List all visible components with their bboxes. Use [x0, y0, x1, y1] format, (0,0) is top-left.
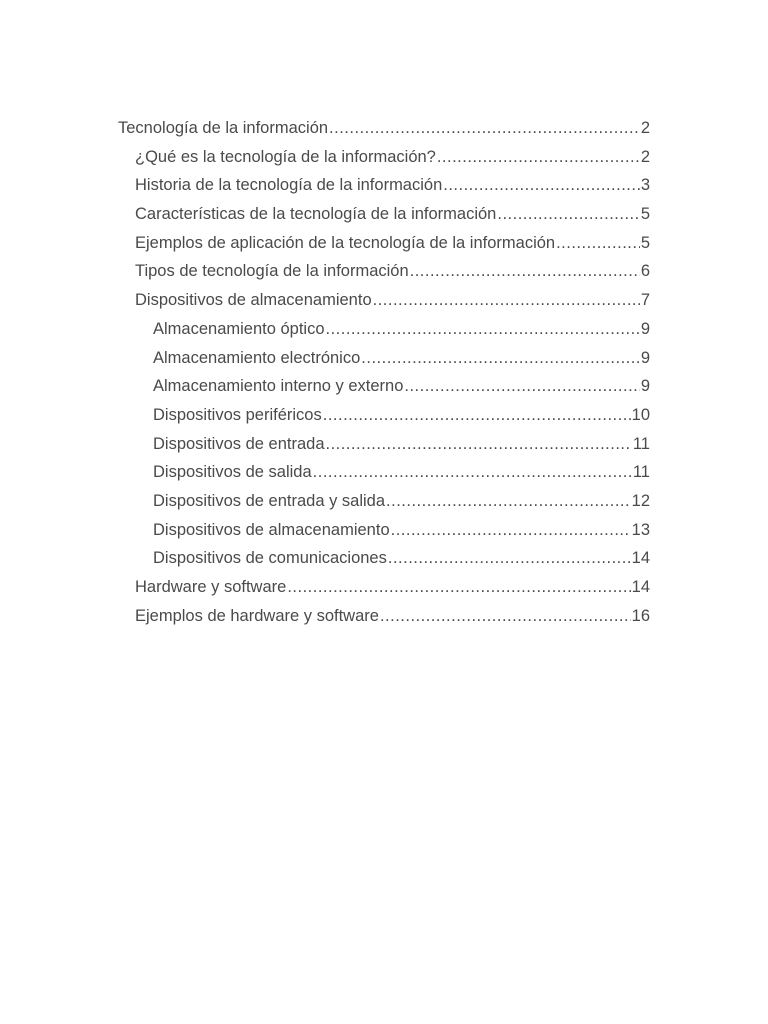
toc-entry-title: Dispositivos de salida — [153, 463, 312, 482]
toc-entry-title: Hardware y software — [135, 578, 287, 596]
toc-entry-title: Ejemplos de hardware y software — [135, 606, 379, 625]
toc-dot-leader — [443, 171, 640, 200]
toc-entry[interactable] — [118, 344, 650, 373]
toc-entry-title: Almacenamiento electrónico — [153, 348, 361, 367]
toc-page-number: 7 — [640, 291, 650, 310]
toc-dot-leader — [326, 430, 632, 459]
toc-page-number: 5 — [640, 233, 650, 252]
toc-entry[interactable] — [118, 544, 650, 573]
toc-dot-leader — [391, 516, 631, 545]
toc-entry[interactable] — [118, 143, 650, 172]
toc-entry-title: Almacenamiento óptico — [153, 319, 325, 338]
toc-dot-leader — [361, 344, 640, 373]
toc-entry[interactable] — [118, 401, 650, 430]
toc-dot-leader — [380, 602, 631, 631]
toc-dot-leader — [323, 401, 631, 430]
toc-entry[interactable] — [118, 458, 650, 487]
toc-entry[interactable] — [118, 487, 650, 516]
toc-entry[interactable] — [118, 315, 650, 344]
toc-entry[interactable] — [118, 372, 650, 401]
toc-entry[interactable] — [118, 229, 650, 258]
toc-entry[interactable] — [118, 602, 650, 631]
toc-page-number: 14 — [631, 549, 650, 568]
toc-entry-title: Dispositivos periféricos — [153, 405, 322, 424]
toc-dot-leader — [556, 229, 640, 258]
toc-entry-title: Dispositivos de entrada y salida — [153, 491, 386, 510]
toc-page-number: 14 — [631, 578, 650, 596]
toc-page-number: 13 — [631, 520, 650, 539]
toc-dot-leader — [388, 544, 631, 573]
toc-entry-title: Historia de la tecnología de la información — [135, 176, 443, 195]
toc-page-number: 9 — [640, 377, 650, 396]
toc-entry[interactable] — [118, 257, 650, 286]
toc-dot-leader — [410, 257, 640, 286]
toc-entry-title: Almacenamiento interno y externo — [153, 377, 404, 396]
toc-entry-title: ¿Qué es la tecnología de la información? — [135, 147, 436, 166]
toc-entry[interactable] — [118, 200, 650, 229]
toc-dot-leader — [386, 487, 631, 516]
toc-page-number: 3 — [640, 176, 650, 195]
toc-entry-title: Tecnología de la información — [118, 119, 329, 137]
toc-entry-title: Características de la tecnología de la información — [135, 205, 497, 224]
toc-entry-title: Dispositivos de almacenamiento — [153, 520, 390, 539]
toc-page-number: 11 — [632, 463, 650, 482]
toc-page-number: 16 — [631, 606, 650, 625]
toc-entry-title: Ejemplos de aplicación de la tecnología de la información — [135, 233, 556, 252]
toc-page-number: 2 — [640, 119, 650, 137]
toc-dot-leader — [287, 573, 630, 602]
toc-entry-title: Dispositivos de entrada — [153, 434, 325, 453]
toc-dot-leader — [329, 114, 640, 143]
table-of-contents — [118, 114, 650, 630]
toc-entry-title: Dispositivos de comunicaciones — [153, 549, 387, 568]
toc-dot-leader — [497, 200, 639, 229]
toc-entry-title: Dispositivos de almacenamiento — [135, 291, 372, 310]
toc-entry-title: Tipos de tecnología de la información — [135, 262, 409, 281]
toc-page-number: 12 — [631, 491, 650, 510]
toc-page-number: 5 — [640, 205, 650, 224]
toc-page-number: 10 — [631, 405, 650, 424]
toc-dot-leader — [404, 372, 639, 401]
toc-page-number: 2 — [640, 147, 650, 166]
toc-entry[interactable] — [118, 516, 650, 545]
toc-page-number: 11 — [632, 434, 650, 453]
toc-dot-leader — [313, 458, 632, 487]
toc-dot-leader — [326, 315, 640, 344]
toc-entry[interactable] — [118, 573, 650, 602]
toc-dot-leader — [437, 143, 640, 172]
toc-dot-leader — [373, 286, 640, 315]
toc-entry[interactable] — [118, 286, 650, 315]
toc-page-number: 9 — [640, 348, 650, 367]
toc-entry[interactable] — [118, 114, 650, 143]
toc-page-number: 9 — [640, 319, 650, 338]
toc-page-number: 6 — [640, 262, 650, 281]
toc-entry[interactable] — [118, 171, 650, 200]
toc-entry[interactable] — [118, 430, 650, 459]
